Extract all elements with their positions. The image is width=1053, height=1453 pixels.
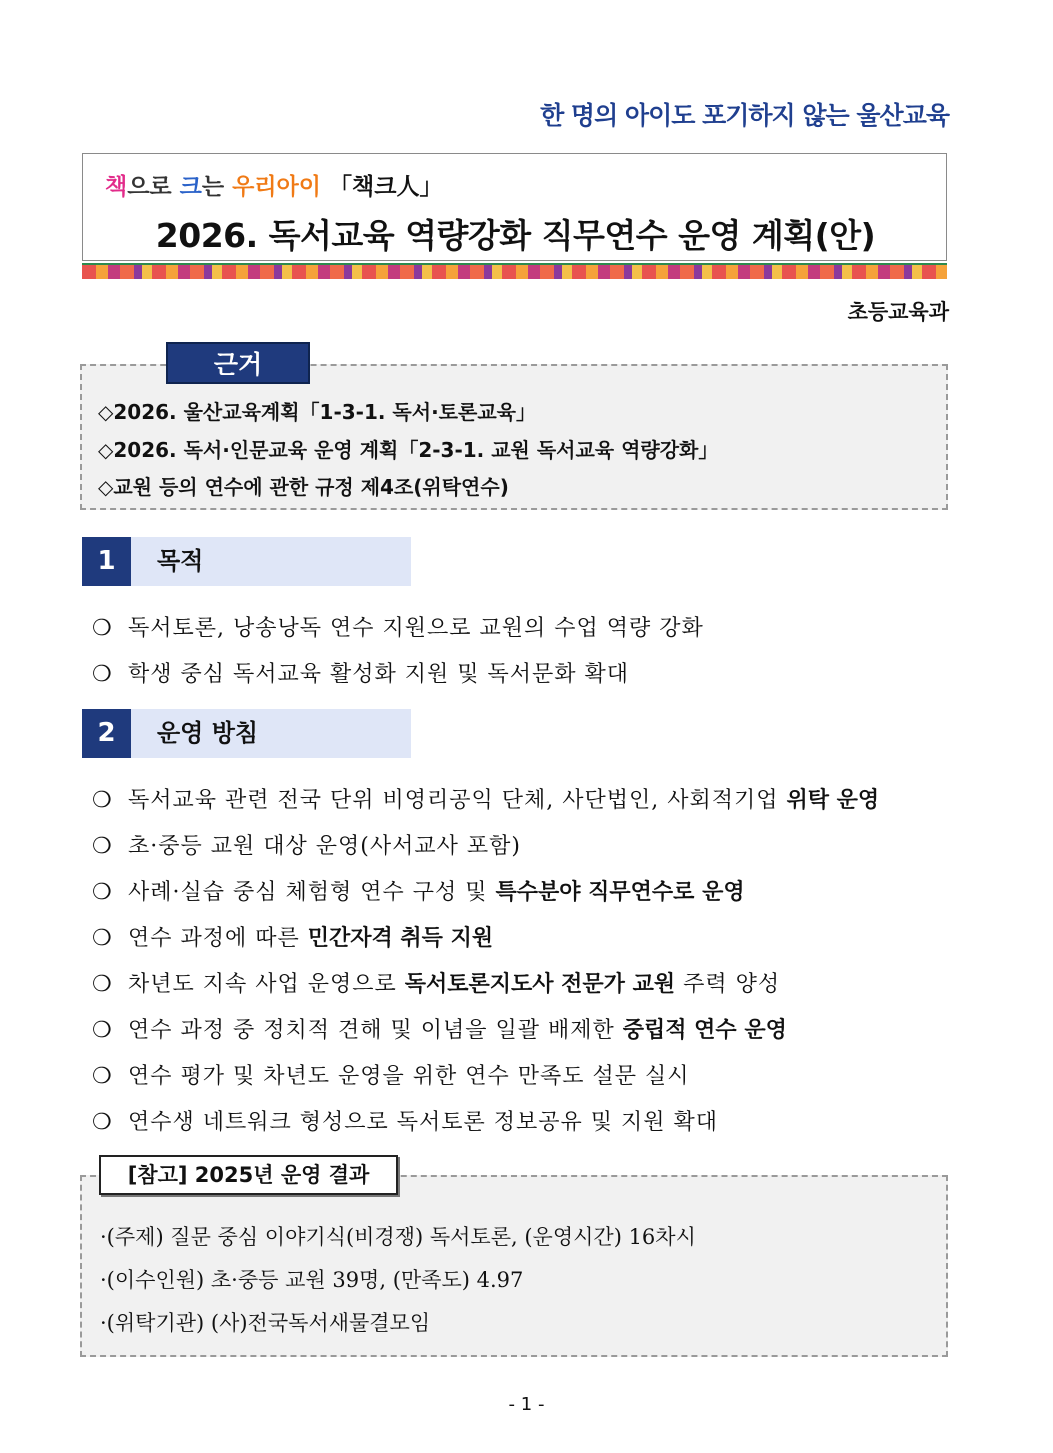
section-2-title: 운영 방침 — [157, 719, 259, 747]
list-item-text: 학생 중심 독서교육 활성화 지원 및 독서문화 확대 — [128, 662, 629, 687]
slogan-logo: 한 명의 아이도 포기하지 않는 울산교육 — [540, 101, 949, 130]
reference-line: ·(위탁기관) (사)전국독서새물결모임 — [100, 1311, 431, 1335]
reference-line: ·(이수인원) 초·중등 교원 39명, (만족도) 4.97 — [100, 1268, 524, 1292]
decorative-bar — [82, 265, 947, 279]
basis-line: ◇교원 등의 연수에 관한 규정 제4조(위탁연수) — [98, 475, 509, 499]
section-1-number: 1 — [82, 537, 131, 586]
circle-bullet-icon: ❍ — [92, 972, 113, 997]
list-item-emphasis: 위탁 운영 — [786, 788, 880, 813]
list-item — [92, 967, 780, 998]
list-item-text: 주력 양성 — [675, 972, 781, 997]
circle-bullet-icon: ❍ — [92, 926, 113, 951]
subtitle — [105, 168, 442, 201]
list-item-text: 차년도 지속 사업 운영으로 — [128, 972, 405, 997]
circle-bullet-icon: ❍ — [92, 788, 113, 813]
list-item — [92, 1059, 689, 1090]
list-item-text: 연수생 네트워크 형성으로 독서토론 정보공유 및 지원 확대 — [128, 1110, 719, 1135]
circle-bullet-icon: ❍ — [92, 1018, 113, 1043]
reference-tab: [참고] 2025년 운영 결과 — [99, 1155, 398, 1195]
list-item — [92, 1013, 787, 1044]
page-number: - 1 - — [508, 1394, 545, 1415]
basis-line: ◇2026. 독서·인문교육 운영 계획「2-3-1. 교원 독서교육 역량강화」 — [98, 438, 719, 462]
subtitle-part: 으로 — [127, 174, 180, 200]
subtitle-part: 우리아이 — [232, 174, 321, 200]
list-item-text: 독서토론, 낭송낭독 연수 지원으로 교원의 수업 역량 강화 — [128, 616, 704, 641]
list-item-text: 연수 과정에 따른 — [128, 926, 308, 951]
list-item — [92, 829, 521, 860]
list-item-emphasis: 특수분야 직무연수로 운영 — [495, 880, 745, 905]
list-item-emphasis: 독서토론지도사 전문가 교원 — [404, 972, 676, 997]
section-1-header — [82, 537, 411, 586]
circle-bullet-icon: ❍ — [92, 1064, 113, 1089]
subtitle-part: 책 — [105, 174, 128, 200]
section-2-number: 2 — [82, 709, 131, 758]
list-item — [92, 611, 704, 642]
list-item — [92, 1105, 718, 1136]
title-box — [82, 153, 947, 261]
circle-bullet-icon: ❍ — [92, 616, 113, 641]
list-item — [92, 657, 629, 688]
circle-bullet-icon: ❍ — [92, 880, 113, 905]
list-item — [92, 783, 879, 814]
section-1-title: 목적 — [157, 547, 204, 575]
circle-bullet-icon: ❍ — [92, 1110, 113, 1135]
basis-tab: 근거 — [166, 342, 310, 384]
subtitle-part: 크 — [179, 174, 202, 200]
list-item-text: 사례·실습 중심 체험형 연수 구성 및 — [128, 880, 496, 905]
circle-bullet-icon: ❍ — [92, 834, 113, 859]
list-item — [92, 921, 493, 952]
department-label: 초등교육과 — [847, 300, 949, 324]
list-item-text: 독서교육 관련 전국 단위 비영리공익 단체, 사단법인, 사회적기업 — [128, 788, 787, 813]
circle-bullet-icon: ❍ — [92, 662, 113, 687]
list-item-text: 연수 과정 중 정치적 견해 및 이념을 일괄 배제한 — [128, 1018, 623, 1043]
reference-line: ·(주제) 질문 중심 이야기식(비경쟁) 독서토론, (운영시간) 16차시 — [100, 1225, 696, 1249]
subtitle-part: 는 — [201, 174, 233, 200]
page-title: 2026. 독서교육 역량강화 직무연수 운영 계획(안) — [155, 216, 876, 255]
list-item — [92, 875, 745, 906]
section-2-header — [82, 709, 411, 758]
list-item-text: 초·중등 교원 대상 운영(사서교사 포함) — [128, 834, 521, 859]
list-item-emphasis: 민간자격 취득 지원 — [307, 926, 494, 951]
list-item-text: 연수 평가 및 차년도 운영을 위한 연수 만족도 설문 실시 — [128, 1064, 690, 1089]
list-item-emphasis: 중립적 연수 운영 — [622, 1018, 787, 1043]
subtitle-part: 「책크人」 — [321, 174, 443, 200]
basis-line: ◇2026. 울산교육계획「1-3-1. 독서·토론교육」 — [98, 400, 536, 424]
